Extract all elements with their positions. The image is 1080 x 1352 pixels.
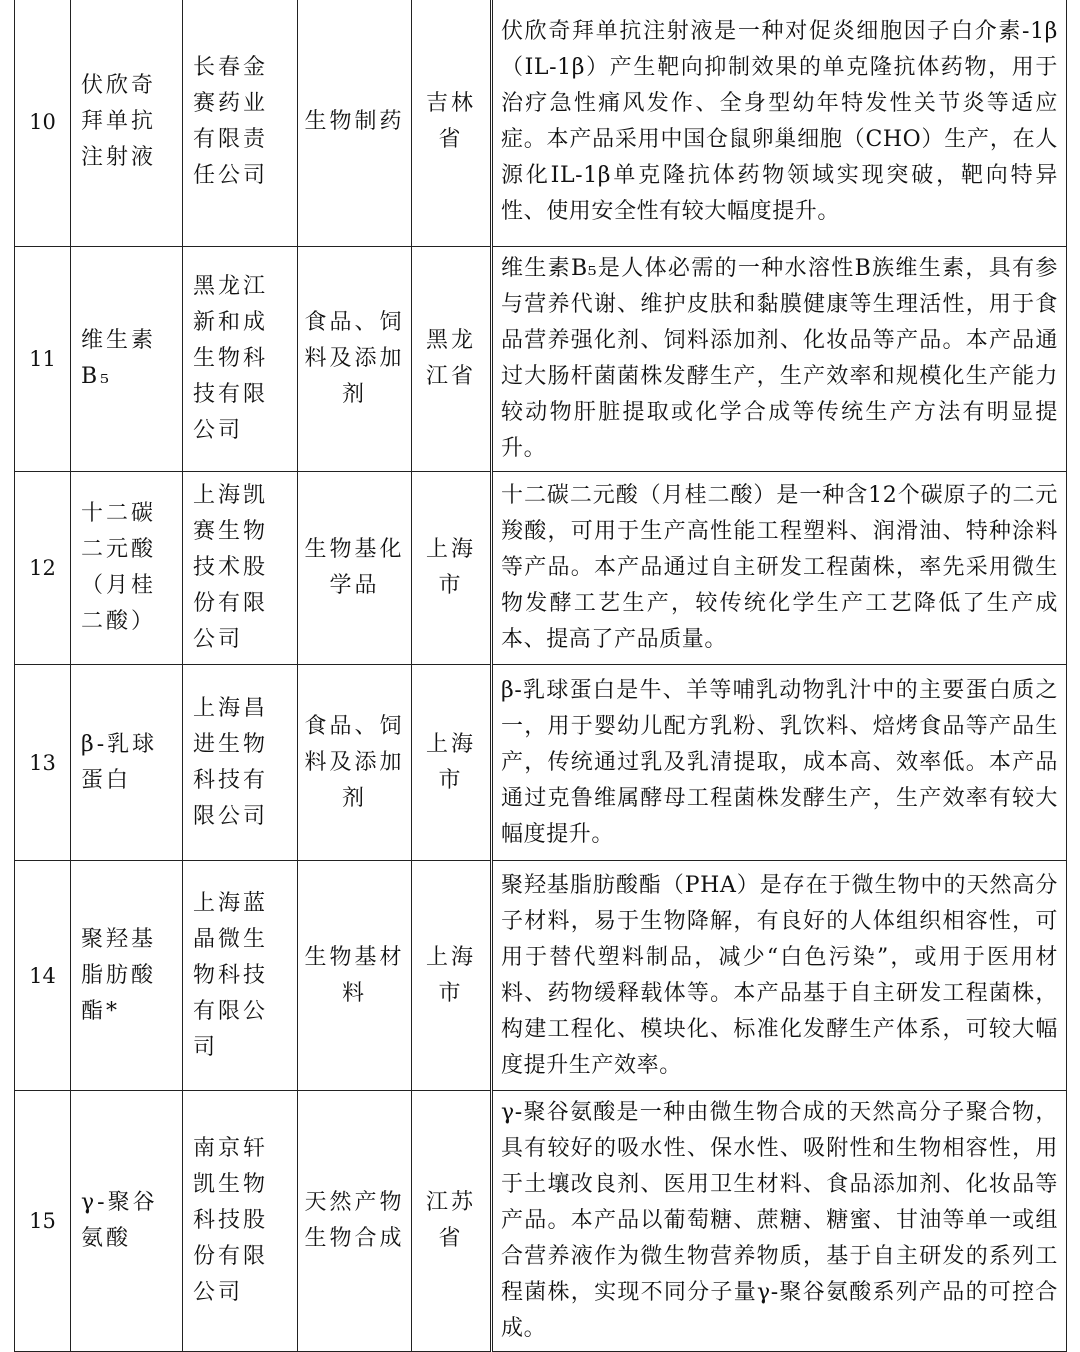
table-row	[15, 472, 1067, 665]
product-name	[71, 472, 183, 665]
product-description	[492, 861, 1067, 1091]
product-field: 生物制药	[298, 0, 412, 247]
product-description-text: γ-聚谷氨酸是一种由微生物合成的天然高分子聚合物，具有较好的吸水性、保水性、吸附性和生物相容性，用于土壤改良剂、医用卫生材料、食品添加剂、化妆品等产品。本产品以葡萄糖、蔗糖、糖蜜、甘油等单一或组合营养液作为微生物营养物质，基于自主研发的系列工程菌株，实现不同分子量γ-聚谷氨酸系列产品的可控合成。	[501, 1100, 1058, 1341]
product-field: 食品、饲料及添加剂	[298, 665, 412, 861]
product-name	[71, 861, 183, 1091]
product-field: 食品、饲料及添加剂	[298, 247, 412, 472]
company-name	[183, 861, 298, 1091]
company-name-text: 上海凯赛生物技术股份有限公司	[193, 483, 269, 652]
product-region: 上海市	[412, 861, 492, 1091]
product-name	[71, 665, 183, 861]
product-field: 生物基材料	[298, 861, 412, 1091]
table-row	[15, 665, 1067, 861]
company-name	[183, 665, 298, 861]
product-field: 天然产物生物合成	[298, 1091, 412, 1352]
product-description	[492, 0, 1067, 247]
company-name-text: 上海昌进生物科技有限公司	[193, 695, 269, 829]
product-description-text: 十二碳二元酸（月桂二酸）是一种含12个碳原子的二元羧酸，可用于生产高性能工程塑料、润滑油、特种涂料等产品。本产品通过自主研发工程菌株，率先采用微生物发酵工艺生产，较传统化学生产工艺降低了生产成本、提高了产品质量。	[501, 483, 1058, 652]
product-name-text: 十二碳二元酸（月桂二酸）	[81, 501, 157, 634]
product-region: 上海市	[412, 665, 492, 861]
product-name	[71, 247, 183, 472]
company-name	[183, 472, 298, 665]
row-number: 14	[15, 861, 71, 1091]
product-name-text: 伏欣奇拜单抗注射液	[81, 72, 157, 170]
company-name-text: 黑龙江新和成生物科技有限公司	[193, 274, 269, 443]
product-name	[71, 1091, 183, 1352]
product-name-text: 维生素B₅	[81, 328, 157, 389]
row-number: 10	[15, 0, 71, 247]
row-number: 12	[15, 472, 71, 665]
product-description	[492, 247, 1067, 472]
product-description-text: β-乳球蛋白是牛、羊等哺乳动物乳汁中的主要蛋白质之一，用于婴幼儿配方乳粉、乳饮料、焙烤食品等产品生产，传统通过乳及乳清提取，成本高、效率低。本产品通过克鲁维属酵母工程菌株发酵生产，生产效率有较大幅度提升。	[501, 677, 1058, 847]
product-name	[71, 0, 183, 247]
product-region: 江苏省	[412, 1091, 492, 1352]
row-number: 15	[15, 1091, 71, 1352]
product-description	[492, 472, 1067, 665]
product-name-text: 聚羟基脂肪酸酯*	[81, 926, 157, 1024]
row-number: 11	[15, 247, 71, 472]
table-row	[15, 1091, 1067, 1352]
company-name	[183, 247, 298, 472]
table-row	[15, 247, 1067, 472]
product-region: 黑龙江省	[412, 247, 492, 472]
table-row	[15, 0, 1067, 247]
product-region: 上海市	[412, 472, 492, 665]
table-row	[15, 861, 1067, 1091]
product-name-text: γ-聚谷氨酸	[81, 1190, 158, 1251]
product-description-text: 伏欣奇拜单抗注射液是一种对促炎细胞因子白介素-1β（IL-1β）产生靶向抑制效果的单克隆抗体药物，用于治疗急性痛风发作、全身型幼年特发性关节炎等适应症。本产品采用中国仓鼠卵巢细胞（CHO）生产，在人源化IL-1β单克隆抗体药物领域实现突破，靶向特异性、使用安全性有较大幅度提升。	[501, 18, 1058, 224]
row-number: 13	[15, 665, 71, 861]
company-name-text: 长春金赛药业有限责任公司	[193, 54, 269, 188]
company-name-text: 上海蓝晶微生物科技有限公司	[193, 890, 269, 1060]
company-name-text: 南京轩凯生物科技股份有限公司	[193, 1136, 269, 1305]
product-name-text: β-乳球蛋白	[81, 731, 158, 793]
company-name	[183, 1091, 298, 1352]
product-description	[492, 1091, 1067, 1352]
product-description-text: 维生素B₅是人体必需的一种水溶性B族维生素，具有参与营养代谢、维护皮肤和黏膜健康等生理活性，用于食品营养强化剂、饲料添加剂、化妆品等产品。本产品通过大肠杆菌菌株发酵生产，生产效率和规模化生产能力较动物肝脏提取或化学合成等传统生产方法有明显提升。	[501, 256, 1058, 461]
product-description-text: 聚羟基脂肪酸酯（PHA）是存在于微生物中的天然高分子材料，易于生物降解，有良好的人体组织相容性，可用于替代塑料制品，减少“白色污染”，或用于医用材料、药物缓释载体等。本产品基于自主研发工程菌株，构建工程化、模块化、标准化发酵生产体系，可较大幅度提升生产效率。	[501, 872, 1058, 1078]
product-region: 吉林省	[412, 0, 492, 247]
product-table	[14, 0, 1067, 1352]
product-description	[492, 665, 1067, 861]
product-field: 生物基化学品	[298, 472, 412, 665]
company-name	[183, 0, 298, 247]
